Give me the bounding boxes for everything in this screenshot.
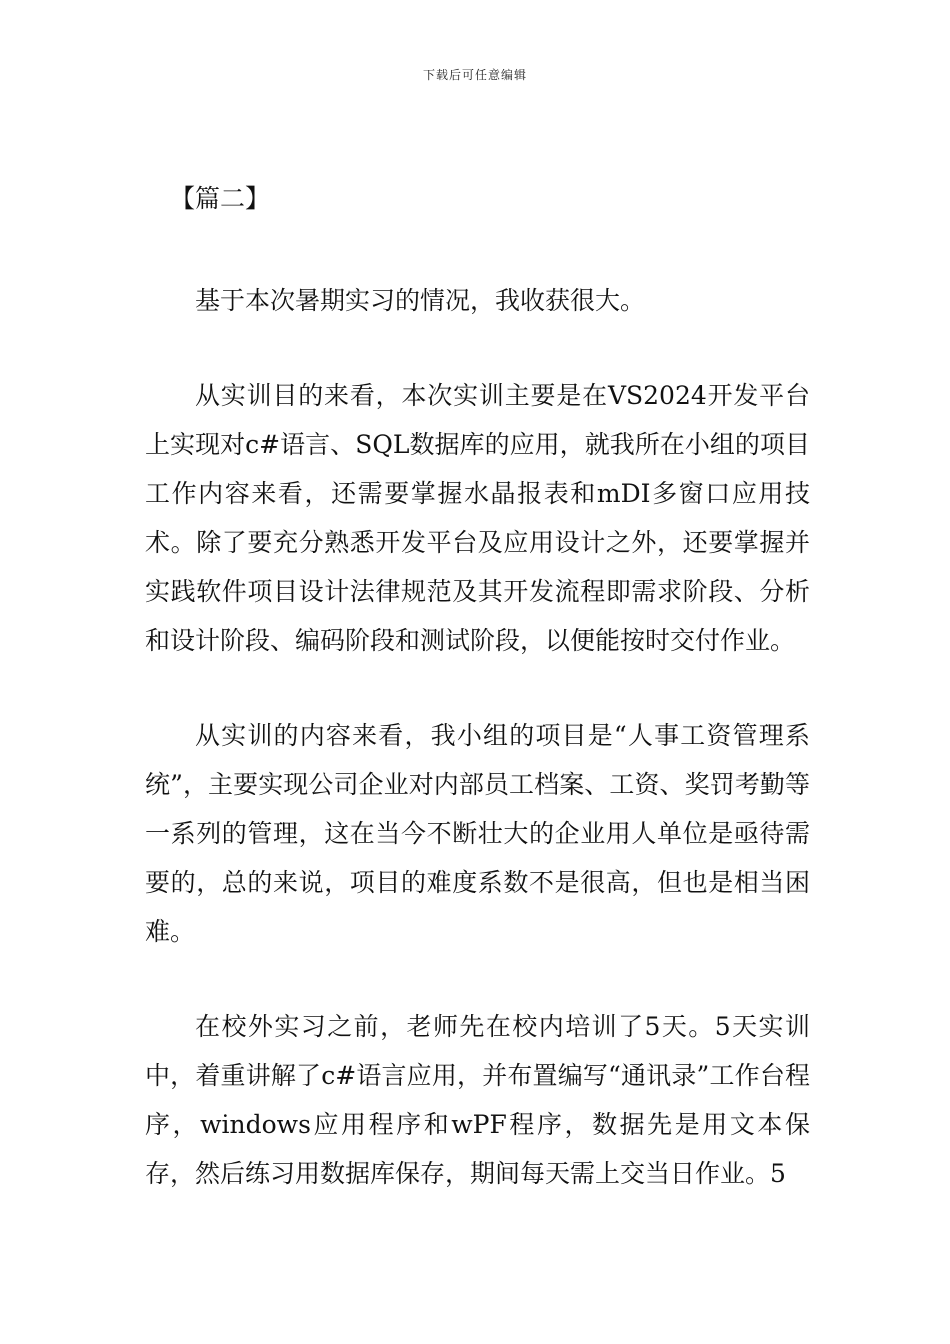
document-body <box>145 180 810 1244</box>
header-note: 下载后可任意编辑 <box>422 68 527 82</box>
paragraph-purpose: 从实训目的来看，本次实训主要是在VS2024开发平台上实现对c#语言、SQL数据库的应用，就我所在小组的项目工作内容来看，还需要掌握水晶报表和mDI多窗口应用技术。除了要充分熟悉开发平台及应用设计之外，还要掌握并实践软件项目设计法律规范及其开发流程即需求阶段、分析和设计阶段、编码阶段和测试阶段，以便能按时交付作业。 <box>145 381 810 655</box>
paragraph-content: 从实训的内容来看，我小组的项目是“人事工资管理系统”，主要实现公司企业对内部员工档案、工资、奖罚考勤等一系列的管理，这在当今不断壮大的企业用人单位是亟待需要的，总的来说，项目的难度系数不是很高，但也是相当困难。 <box>145 721 810 946</box>
section-title: 【篇二】 <box>170 184 271 213</box>
paragraph-intro: 基于本次暑期实习的情况，我收获很大。 <box>195 286 646 315</box>
paragraph-training: 在校外实习之前，老师先在校内培训了5天。5天实训中，着重讲解了c#语言应用，并布置编写“通讯录”工作台程序，windows应用程序和wPF程序，数据先是用文本保存，然后练习用数据库保存，期间每天需上交当日作业。5 <box>145 1012 810 1188</box>
